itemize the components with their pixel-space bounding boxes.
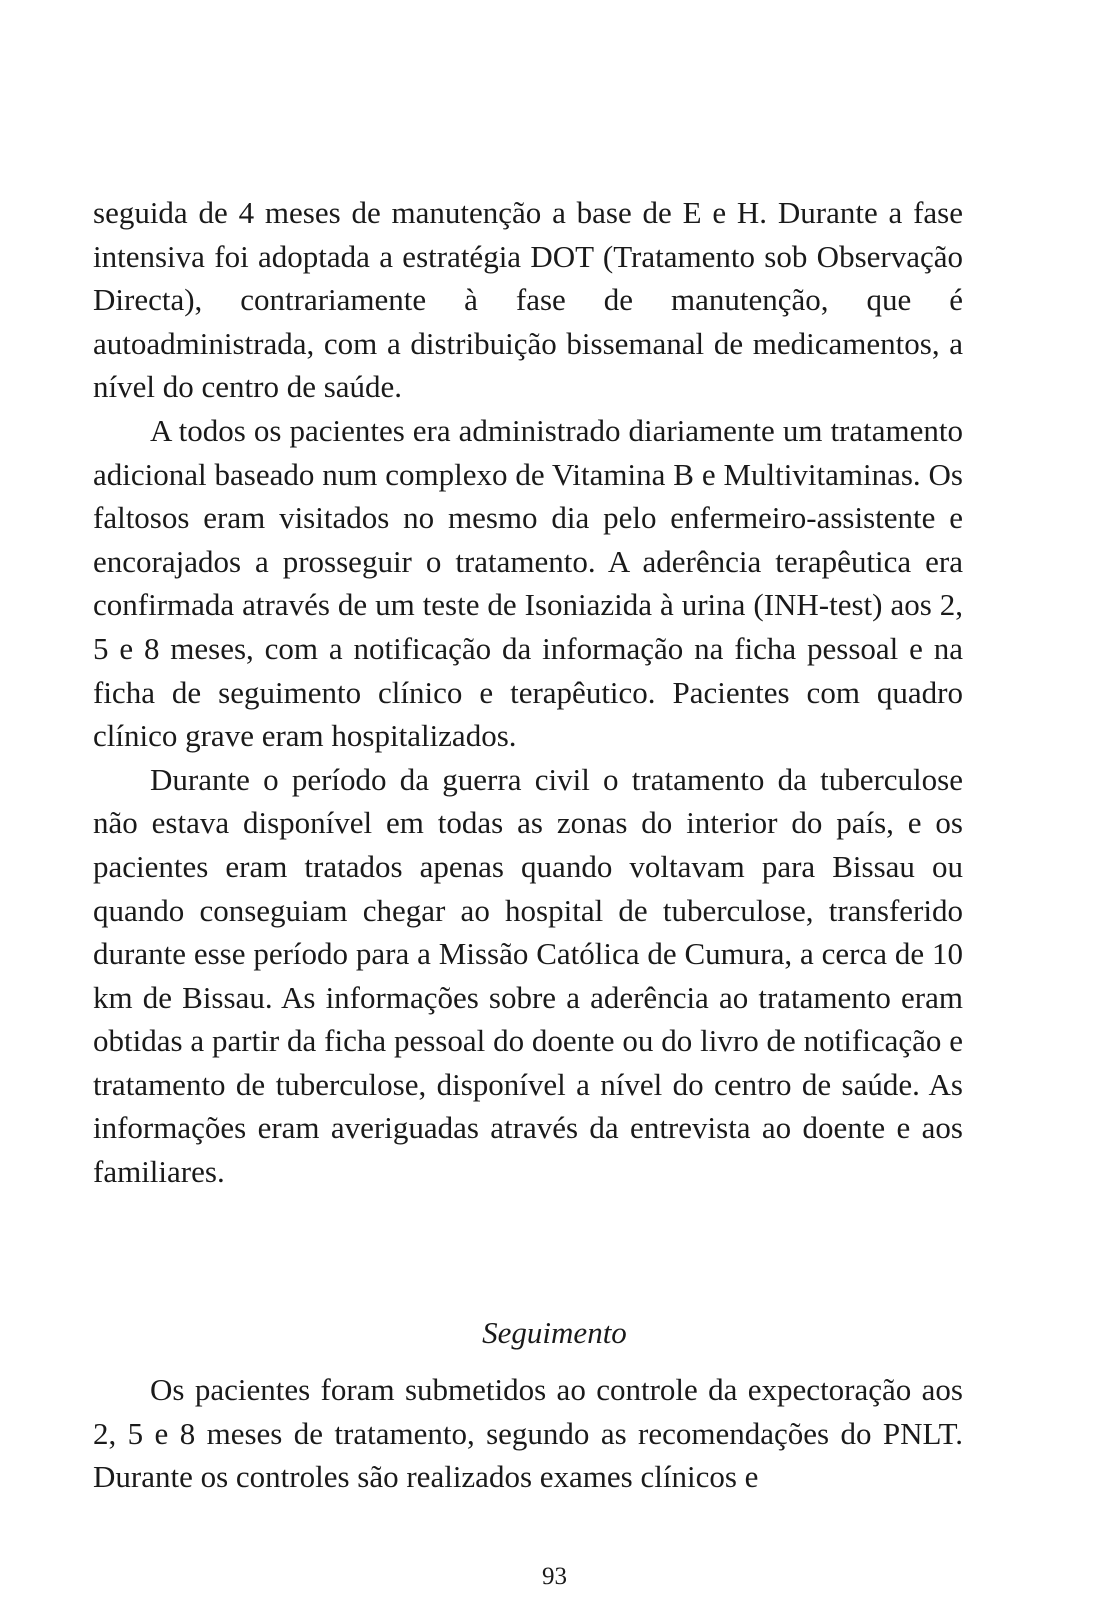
- paragraph: Durante o período da guerra civil o tratamento da tuberculose não estava disponível em todas as zonas do interior do país, e os pacientes eram tratados apenas quando voltavam para Bissau ou quando conseguiam chegar ao hospital de tuberculose, transferido durante esse período para a Missão Católica de Cumura, a cerca de 10 km de Bissau. As informações sobre a aderência ao tratamento eram obtidas a partir da ficha pessoal do doente ou do livro de notificação e tratamento de tuberculose, disponível a nível do centro de saúde. As informações eram averiguadas através da entrevista ao doente e aos familiares.: [93, 761, 963, 1190]
- page-number: 93: [542, 1563, 567, 1590]
- body-text: [93, 191, 963, 1194]
- paragraph: Os pacientes foram submetidos ao controle da expectoração aos 2, 5 e 8 meses de tratamento, segundo as recomendações do PNLT. Durante os controles são realizados exames clínicos e: [93, 1372, 963, 1495]
- paragraph: seguida de 4 meses de manutenção a base de E e H. Durante a fase intensiva foi adoptada a estratégia DOT (Tratamento sob Observação Directa), contrariamente à fase de manutenção, que é autoadministrada, com a distribuição bissemanal de medicamentos, a nível do centro de saúde.: [93, 195, 963, 405]
- paragraph: A todos os pacientes era administrado diariamente um tratamento adicional baseado num complexo de Vitamina B e Multivitaminas. Os faltosos eram visitados no mesmo dia pelo enfermeiro-assistente e encorajados a prosseguir o tratamento. A aderência terapêutica era confirmada através de um teste de Isoniazida à urina (INH-test) aos 2, 5 e 8 meses, com a notificação da informação na ficha pessoal e na ficha de seguimento clínico e terapêutico. Pacientes com quadro clínico grave eram hospitalizados.: [93, 412, 963, 754]
- section-body-text: [93, 1368, 963, 1499]
- section-heading: Seguimento: [482, 1315, 627, 1350]
